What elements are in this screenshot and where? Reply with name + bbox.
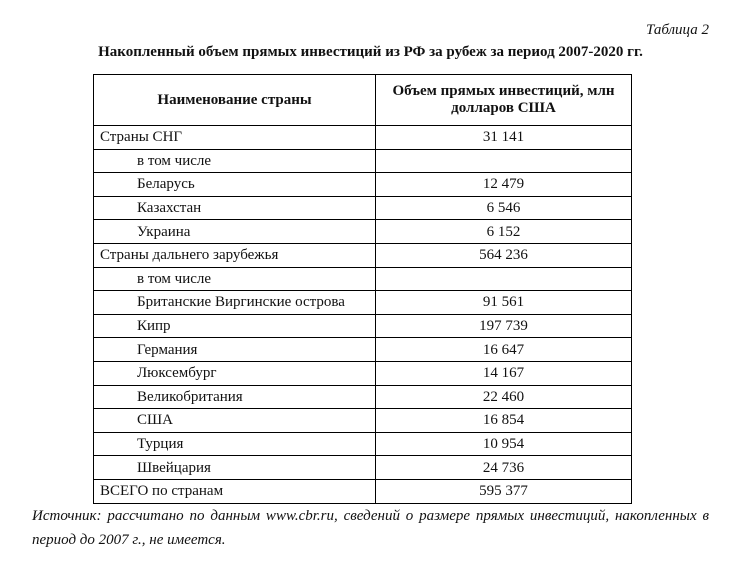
value-cell: 6 546 bbox=[376, 196, 632, 220]
country-cell: США bbox=[94, 409, 376, 433]
header-value: Объем прямых инвестиций, млн долларов США bbox=[376, 75, 632, 126]
table-row bbox=[94, 267, 632, 291]
source-note: Источник: рассчитано по данным www.cbr.ru, сведений о размере прямых инвестиций, накопленных в период до 2007 г., не имеется. bbox=[32, 508, 709, 548]
header-row bbox=[94, 75, 632, 126]
value-cell: 22 460 bbox=[376, 385, 632, 409]
country-cell: Беларусь bbox=[94, 173, 376, 197]
value-cell: 14 167 bbox=[376, 361, 632, 385]
value-cell: 6 152 bbox=[376, 220, 632, 244]
table-row bbox=[94, 361, 632, 385]
value-cell: 564 236 bbox=[376, 243, 632, 267]
value-cell: 12 479 bbox=[376, 173, 632, 197]
table-row bbox=[94, 338, 632, 362]
country-cell: Великобритания bbox=[94, 385, 376, 409]
table-row bbox=[94, 243, 632, 267]
value-cell: 24 736 bbox=[376, 456, 632, 480]
table-row bbox=[94, 432, 632, 456]
table-row bbox=[94, 126, 632, 150]
value-cell: 91 561 bbox=[376, 291, 632, 315]
table-row bbox=[94, 409, 632, 433]
country-cell: Германия bbox=[94, 338, 376, 362]
country-cell: Люксембург bbox=[94, 361, 376, 385]
country-cell: Казахстан bbox=[94, 196, 376, 220]
table-row bbox=[94, 314, 632, 338]
table-row bbox=[94, 173, 632, 197]
country-cell: в том числе bbox=[94, 149, 376, 173]
value-cell: 197 739 bbox=[376, 314, 632, 338]
country-cell: Британские Виргинские острова bbox=[94, 291, 376, 315]
table-row bbox=[94, 291, 632, 315]
header-country: Наименование страны bbox=[94, 75, 376, 126]
table-row bbox=[94, 220, 632, 244]
table-row bbox=[94, 479, 632, 503]
country-cell: Страны СНГ bbox=[94, 126, 376, 150]
country-cell: ВСЕГО по странам bbox=[94, 479, 376, 503]
table-number: Таблица 2 bbox=[646, 22, 709, 38]
table-row bbox=[94, 149, 632, 173]
value-cell: 31 141 bbox=[376, 126, 632, 150]
table-row bbox=[94, 456, 632, 480]
country-cell: Украина bbox=[94, 220, 376, 244]
country-cell: Кипр bbox=[94, 314, 376, 338]
value-cell: 16 647 bbox=[376, 338, 632, 362]
table-row bbox=[94, 385, 632, 409]
value-cell: 16 854 bbox=[376, 409, 632, 433]
table-title: Накопленный объем прямых инвестиций из РФ за рубеж за период 2007-2020 гг. bbox=[98, 44, 643, 60]
country-cell: Страны дальнего зарубежья bbox=[94, 243, 376, 267]
value-cell bbox=[376, 267, 632, 291]
value-cell: 595 377 bbox=[376, 479, 632, 503]
investment-table bbox=[93, 74, 632, 504]
country-cell: Турция bbox=[94, 432, 376, 456]
value-cell bbox=[376, 149, 632, 173]
table-row bbox=[94, 196, 632, 220]
country-cell: в том числе bbox=[94, 267, 376, 291]
value-cell: 10 954 bbox=[376, 432, 632, 456]
country-cell: Швейцария bbox=[94, 456, 376, 480]
